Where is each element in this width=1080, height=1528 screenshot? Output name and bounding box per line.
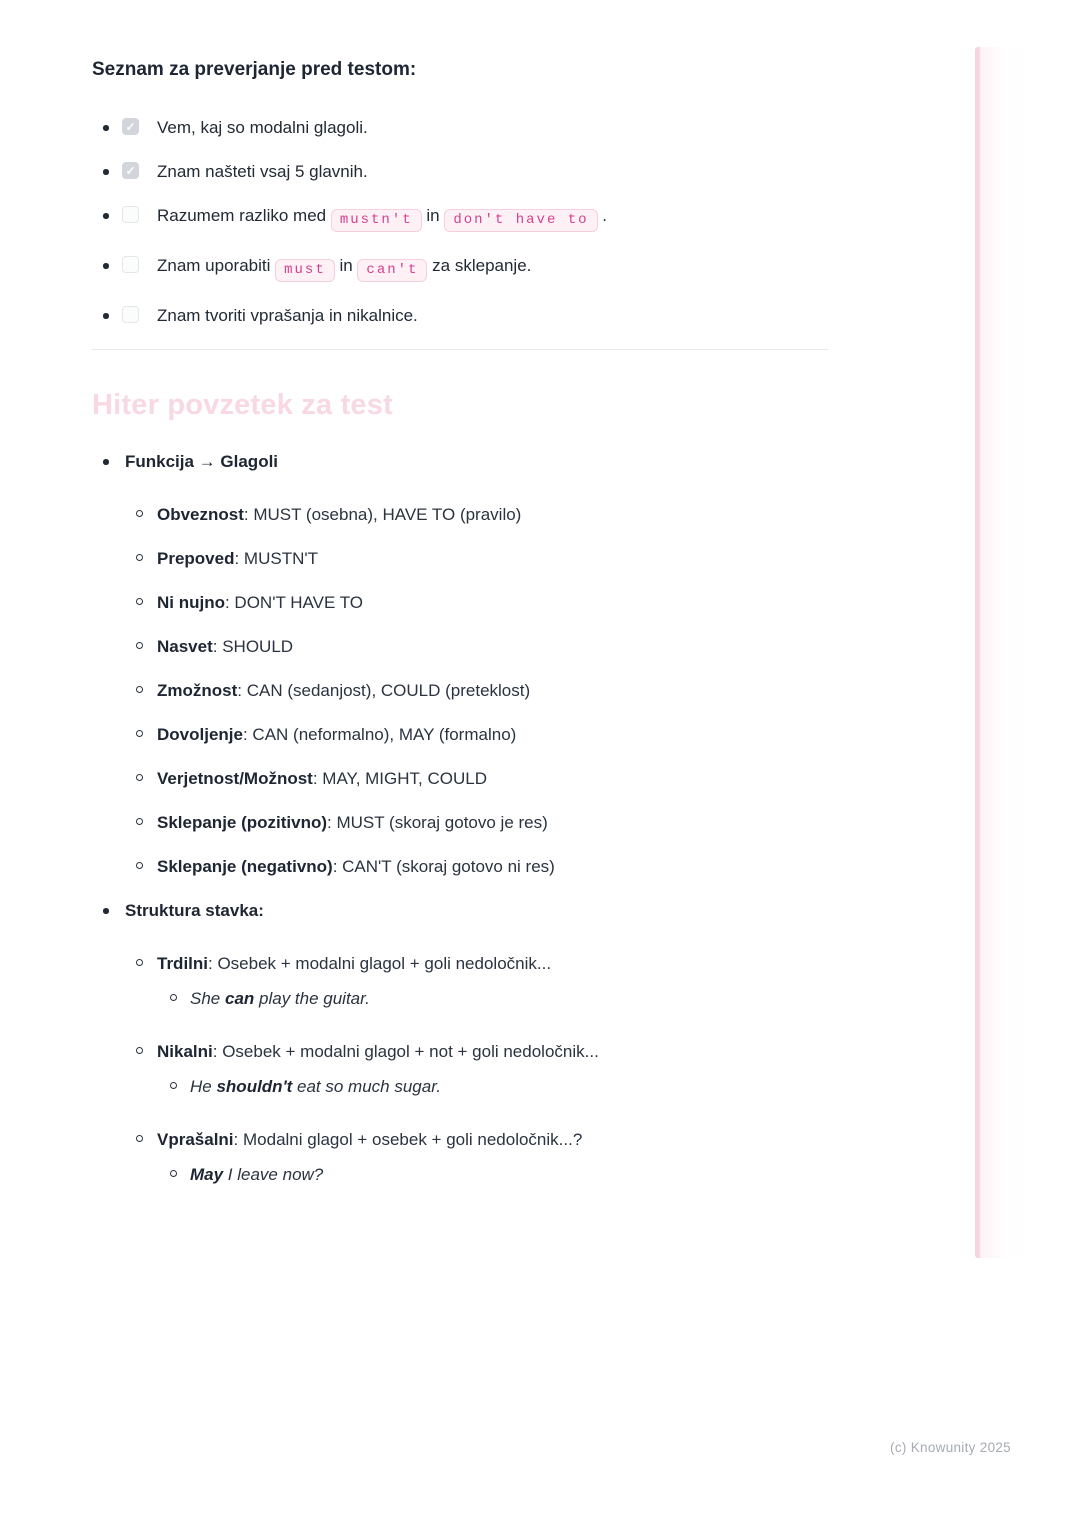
- summary-group-struktura: [92, 900, 828, 1185]
- code-chip: must: [275, 259, 335, 282]
- checkbox-unchecked[interactable]: [122, 306, 139, 323]
- code-chip: can't: [357, 259, 427, 282]
- checklist-title: Seznam za preverjanje pred testom:: [92, 59, 417, 80]
- function-list: [92, 504, 828, 877]
- list-item: Sklepanje (pozitivno): MUST (skoraj gotovo je res): [92, 812, 828, 833]
- example-sentence: She can play the guitar.: [157, 988, 828, 1009]
- pretest-checklist: [92, 117, 828, 326]
- content-column: [92, 58, 828, 1217]
- check-icon: ✓: [125, 163, 136, 178]
- summary-list: [92, 451, 828, 1185]
- checklist-item-text: Vem, kaj so modalni glagoli.: [157, 118, 368, 137]
- checkbox-unchecked[interactable]: [122, 256, 139, 273]
- checklist-item: [92, 205, 828, 232]
- checklist-item-text: Razumem razliko med mustn't in don't have to .: [157, 206, 607, 225]
- list-item: Verjetnost/Možnost: MAY, MIGHT, COULD: [92, 768, 828, 789]
- code-chip: don't have to: [444, 209, 597, 232]
- list-item: Dovoljenje: CAN (neformalno), MAY (formalno): [92, 724, 828, 745]
- list-item: Zmožnost: CAN (sedanjost), COULD (preteklost): [92, 680, 828, 701]
- example-list: [157, 1164, 828, 1185]
- checklist-item-text: Znam našteti vsaj 5 glavnih.: [157, 162, 368, 181]
- checkbox-unchecked[interactable]: [122, 206, 139, 223]
- code-chip: mustn't: [331, 209, 422, 232]
- example-sentence: May I leave now?: [157, 1164, 828, 1185]
- example-list: [157, 1076, 828, 1097]
- checklist-item: [92, 305, 828, 326]
- list-item: Vprašalni: Modalni glagol + osebek + goli nedoločnik...? May I leave now?: [92, 1129, 828, 1185]
- list-item: Nikalni: Osebek + modalni glagol + not + goli nedoločnik... He shouldn't eat so much sugar.: [92, 1041, 828, 1097]
- structure-list: [92, 953, 828, 1185]
- footer-copyright: (c) Knowunity 2025: [890, 1440, 1011, 1455]
- checklist-item: [92, 117, 828, 138]
- checkbox-checked[interactable]: [122, 118, 139, 135]
- list-item: Obveznost: MUST (osebna), HAVE TO (pravilo): [92, 504, 828, 525]
- check-icon: ✓: [125, 119, 136, 134]
- summary-group-funkcija: [92, 451, 828, 877]
- list-item: Sklepanje (negativno): CAN'T (skoraj gotovo ni res): [92, 856, 828, 877]
- example-sentence: He shouldn't eat so much sugar.: [157, 1076, 828, 1097]
- checklist-item-text: Znam uporabiti must in can't za sklepanje.: [157, 256, 531, 275]
- checklist-item-text: Znam tvoriti vprašanja in nikalnice.: [157, 306, 418, 325]
- example-list: [157, 988, 828, 1009]
- section-divider: [92, 349, 828, 350]
- page-accent-bar: [975, 47, 1033, 1258]
- list-item: Prepoved: MUSTN'T: [92, 548, 828, 569]
- checkbox-checked[interactable]: [122, 162, 139, 179]
- list-item: Trdilni: Osebek + modalni glagol + goli nedoločnik... She can play the guitar.: [92, 953, 828, 1009]
- group-label: Funkcija → Glagoli: [92, 451, 828, 472]
- list-item: Ni nujno: DON'T HAVE TO: [92, 592, 828, 613]
- summary-heading: Hiter povzetek za test: [92, 389, 393, 421]
- list-item: Nasvet: SHOULD: [92, 636, 828, 657]
- group-label: Struktura stavka:: [92, 900, 828, 921]
- checklist-item: [92, 255, 828, 282]
- checklist-item: [92, 161, 828, 182]
